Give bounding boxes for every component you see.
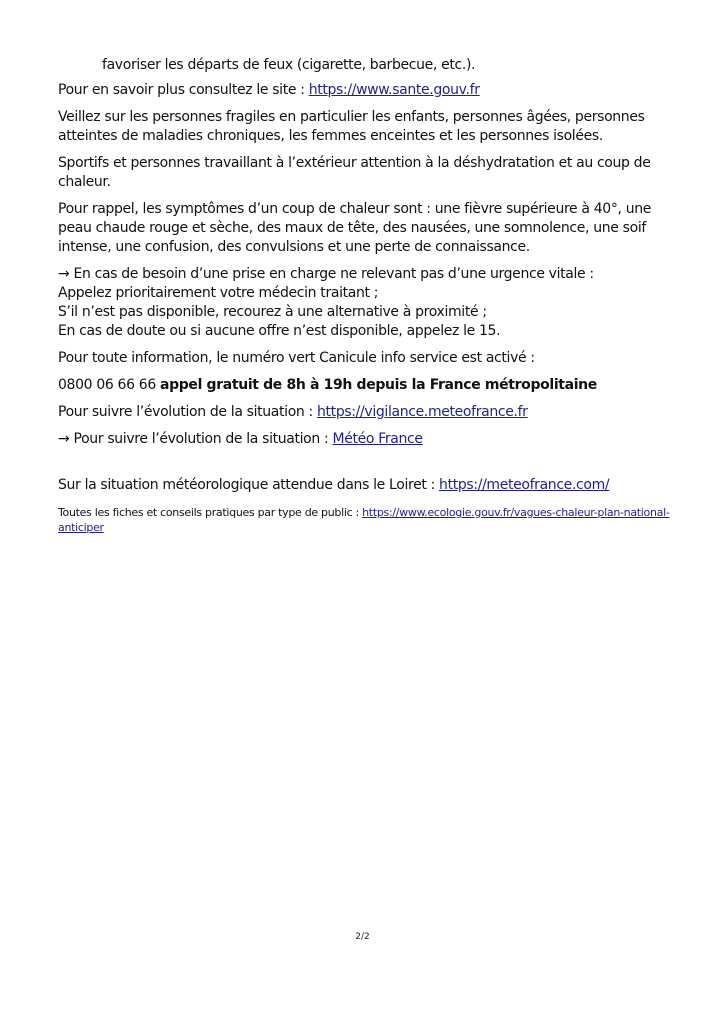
meteo-france-link[interactable]: Météo France	[332, 431, 423, 447]
vigilance-link[interactable]: https://vigilance.meteofrance.fr	[317, 404, 528, 420]
besoin-line-1: → En cas de besoin d’une prise en charge ne relevant pas d’une urgence vitale :	[58, 266, 594, 282]
fiches-prefix: Toutes les fiches et conseils pratiques par type de public :	[58, 506, 363, 519]
document-body	[58, 56, 670, 535]
meteo-paragraph	[58, 430, 670, 449]
phone-line	[58, 376, 670, 395]
loiret-paragraph	[58, 476, 670, 495]
meteo-prefix: → Pour suivre l’évolution de la situation :	[58, 431, 333, 447]
besoin-line-3: S’il n’est pas disponible, recourez à une alternative à proximité ;	[58, 304, 487, 320]
sport-paragraph: Sportifs et personnes travaillant à l’extérieur attention à la déshydratation et au coup de chaleur.	[58, 155, 651, 190]
page-number: 2/2	[355, 932, 370, 942]
vigilance-prefix: Pour suivre l’évolution de la situation :	[58, 404, 318, 420]
site-paragraph	[58, 81, 670, 100]
besoin-block	[58, 265, 670, 341]
loiret-prefix: Sur la situation météorologique attendue dans le Loiret :	[58, 477, 440, 493]
phone-number: 0800 06 66 66	[58, 377, 160, 393]
sante-link[interactable]: https://www.sante.gouv.fr	[308, 82, 480, 98]
phone-detail: appel gratuit de 8h à 19h depuis la France métropolitaine	[159, 377, 597, 393]
meteofrance-link[interactable]: https://meteofrance.com/	[439, 477, 610, 493]
symptoms-paragraph: Pour rappel, les symptômes d’un coup de chaleur sont : une fièvre supérieure à 40°, une peau chaude rouge et sèche, des maux de tête, des nausées, une somnolence, une soif intense, une confusion, des convulsions et une perte de connaissance.	[58, 201, 652, 255]
site-prefix: Pour en savoir plus consultez le site :	[58, 82, 309, 98]
besoin-line-2: Appelez prioritairement votre médecin traitant ;	[58, 285, 379, 301]
fires-line: favoriser les départs de feux (cigarette, barbecue, etc.).	[102, 57, 476, 73]
fiches-paragraph	[58, 505, 670, 535]
ecologie-link[interactable]: https://www.ecologie.gouv.fr/vagues-chaleur-plan-national-anticiper	[58, 506, 670, 534]
fragile-paragraph: Veillez sur les personnes fragiles en particulier les enfants, personnes âgées, personnes atteintes de maladies chroniques, les femmes enceintes et les personnes isolées.	[58, 109, 645, 144]
vigilance-paragraph	[58, 403, 670, 422]
besoin-line-4: En cas de doute ou si aucune offre n’est disponible, appelez le 15.	[58, 323, 501, 339]
info-line: Pour toute information, le numéro vert Canicule info service est activé :	[58, 350, 535, 366]
